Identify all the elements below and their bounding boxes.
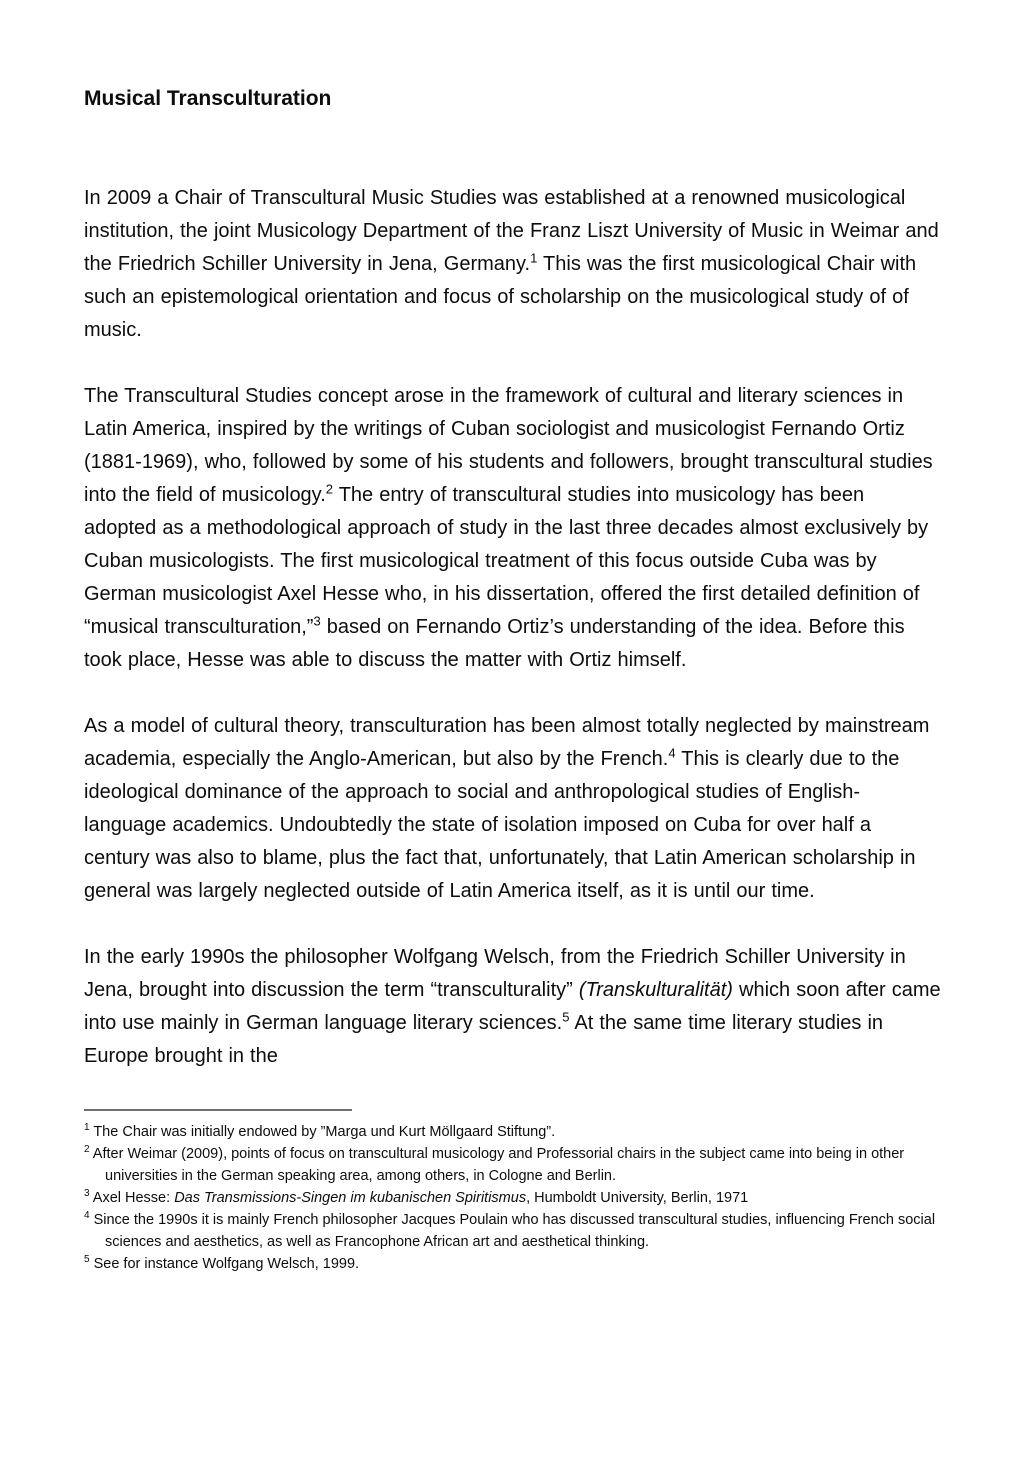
text-segment: At the same time literary studies in Europe brought in the [84, 1012, 884, 1067]
text-segment: This is clearly due to the ideological dominance of the approach to social and anthropological studies of English-language academics. Undoubtedly the state of isolation imposed on Cuba for over half a century was also to blame, plus the fact that, unfortunately, that Latin American scholarship in general was largely neglected outside of Latin America itself, as it is until our time. [84, 748, 916, 902]
footnote-reference: 1 [530, 250, 538, 266]
footnotes-section [84, 1121, 942, 1275]
text-segment: The Transcultural Studies concept arose in the framework of cultural and literary sciences in Latin America, inspired by the writings of Cuban sociologist and musicologist Fernando Ortiz (1881-1969), who, followed by some of his students and followers, brought transcultural studies into the field of musicology. [84, 385, 933, 506]
text-segment: This was the first musicological Chair with such an epistemological orientation and focus of scholarship on the musicological study of of music. [84, 253, 917, 341]
paragraph [84, 182, 942, 347]
footnote [84, 1209, 942, 1253]
text-segment: based on Fernando Ortiz’s understanding of the idea. Before this took place, Hesse was able to discuss the matter with Ortiz himself. [84, 616, 905, 671]
footnote [84, 1143, 942, 1187]
footnote-reference: 5 [84, 1254, 90, 1266]
footnote-reference: 5 [562, 1009, 570, 1025]
text-segment: Das Transmissions-Singen im kubanischen Spiritismus [174, 1190, 527, 1206]
footnote-reference: 2 [84, 1144, 90, 1156]
paragraph [84, 710, 942, 908]
text-segment: Since the 1990s it is mainly French philosopher Jacques Poulain who has discussed transcultural studies, influencing French social sciences and aesthetics, as well as Francophone African art and aesthetical thinking. [89, 1212, 936, 1250]
footnote [84, 1187, 942, 1209]
text-segment: The entry of transcultural studies into musicology has been adopted as a methodological approach of study in the last three decades almost exclusively by Cuban musicologists. The first musicological treatment of this focus outside Cuba was by German musicologist Axel Hesse who, in his dissertation, offered the first detailed definition of “musical transculturation,” [84, 484, 929, 638]
text-segment: In the early 1990s the philosopher Wolfgang Welsch, from the Friedrich Schiller University in Jena, brought into discussion the term “transculturality” [84, 946, 906, 1001]
footnote-reference: 3 [84, 1188, 90, 1200]
text-segment: After Weimar (2009), points of focus on transcultural musicology and Professorial chairs in the subject came into being in other universities in the German speaking area, among others, in Cologne and Berlin. [89, 1146, 905, 1184]
footnote [84, 1253, 942, 1275]
document-title: Musical Transculturation [84, 87, 332, 110]
paragraph [84, 380, 942, 677]
text-segment: , Humboldt University, Berlin, 1971 [526, 1190, 749, 1206]
text-segment: which soon after came into use mainly in German language literary sciences. [84, 979, 941, 1034]
text-segment: In 2009 a Chair of Transcultural Music Studies was established at a renowned musicological institution, the joint Musicology Department of the Franz Liszt University of Music in Weimar and the Friedrich Schiller University in Jena, Germany. [84, 187, 939, 275]
text-segment: Axel Hesse: [89, 1190, 175, 1206]
footnote-reference: 4 [668, 745, 676, 761]
footnote-reference: 1 [84, 1122, 90, 1134]
footnote [84, 1121, 942, 1143]
text-segment: As a model of cultural theory, transculturation has been almost totally neglected by mainstream academia, especially the Anglo-American, but also by the French. [84, 715, 930, 770]
text-segment: See for instance Wolfgang Welsch, 1999. [89, 1256, 360, 1272]
footnote-reference: 2 [325, 481, 333, 497]
paragraph [84, 941, 942, 1073]
text-segment: (Transkulturalität) [578, 979, 733, 1001]
footnote-separator [84, 1109, 352, 1111]
footnote-reference: 3 [313, 613, 321, 629]
footnote-reference: 4 [84, 1210, 90, 1222]
text-segment: The Chair was initially endowed by ”Marga und Kurt Möllgaard Stiftung”. [89, 1124, 556, 1140]
body-paragraphs [84, 182, 942, 1073]
